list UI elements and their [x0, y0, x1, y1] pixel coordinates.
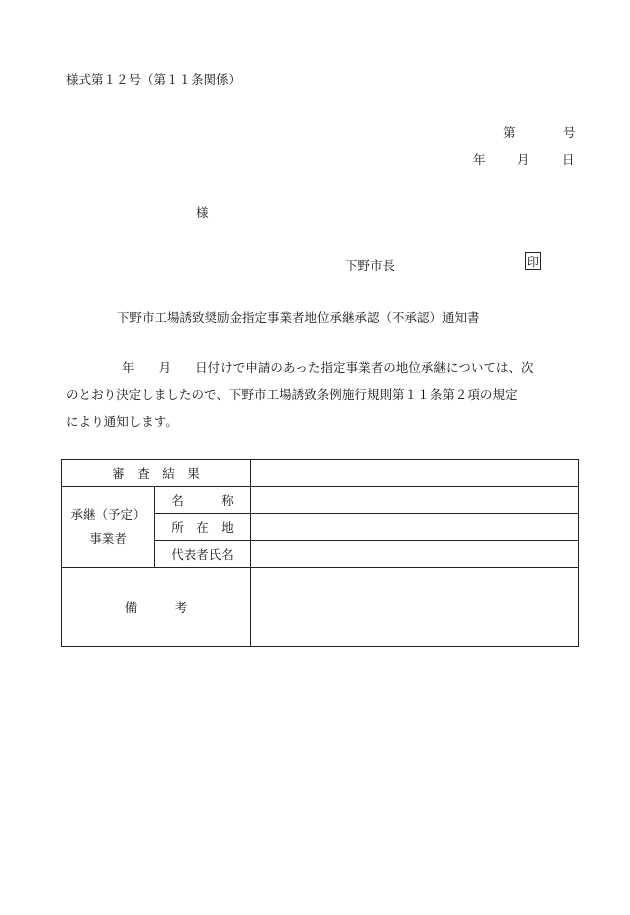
body-paragraph	[66, 354, 582, 435]
body-month: 月	[158, 360, 172, 375]
document-number-go: 号	[563, 125, 576, 140]
result-table	[61, 459, 579, 647]
remarks-label: 備 考	[62, 568, 251, 647]
document-title: 下野市工場誘致奨励金指定事業者地位承継承認（不承認）通知書	[117, 310, 480, 325]
name-value[interactable]	[251, 487, 579, 514]
date-month-label: 月	[517, 152, 530, 167]
representative-label: 代表者氏名	[155, 541, 251, 568]
successor-label-line2: 事業者	[89, 531, 127, 546]
date-day-label: 日	[562, 152, 575, 167]
review-result-label: 審 査 結 果	[62, 460, 251, 487]
issuer-title: 下野市長	[345, 258, 396, 273]
date-year-label: 年	[473, 152, 486, 167]
table-row-name	[62, 487, 579, 514]
document-number-dai: 第	[503, 125, 516, 140]
table-row-review-result	[62, 460, 579, 487]
successor-label	[62, 487, 155, 568]
name-label: 名 称	[155, 487, 251, 514]
review-result-value[interactable]	[251, 460, 579, 487]
body-line-1	[66, 354, 582, 381]
form-number: 様式第１２号（第１１条関係）	[66, 72, 242, 87]
body-line-1-text: 日付けで申請のあった指定事業者の地位承継については、次	[195, 360, 534, 375]
location-value[interactable]	[251, 514, 579, 541]
representative-value[interactable]	[251, 541, 579, 568]
seal-mark: 印	[525, 252, 541, 270]
body-line-2: のとおり決定しましたので、下野市工場誘致条例施行規則第１１条第２項の規定	[66, 387, 518, 402]
table-row-remarks	[62, 568, 579, 647]
body-year: 年	[122, 360, 135, 375]
body-line-3: により通知します。	[66, 414, 178, 429]
remarks-value[interactable]	[251, 568, 579, 647]
successor-label-line1: 承継（予定）	[70, 507, 146, 522]
location-label: 所 在 地	[155, 514, 251, 541]
addressee-honorific: 様	[196, 205, 209, 220]
